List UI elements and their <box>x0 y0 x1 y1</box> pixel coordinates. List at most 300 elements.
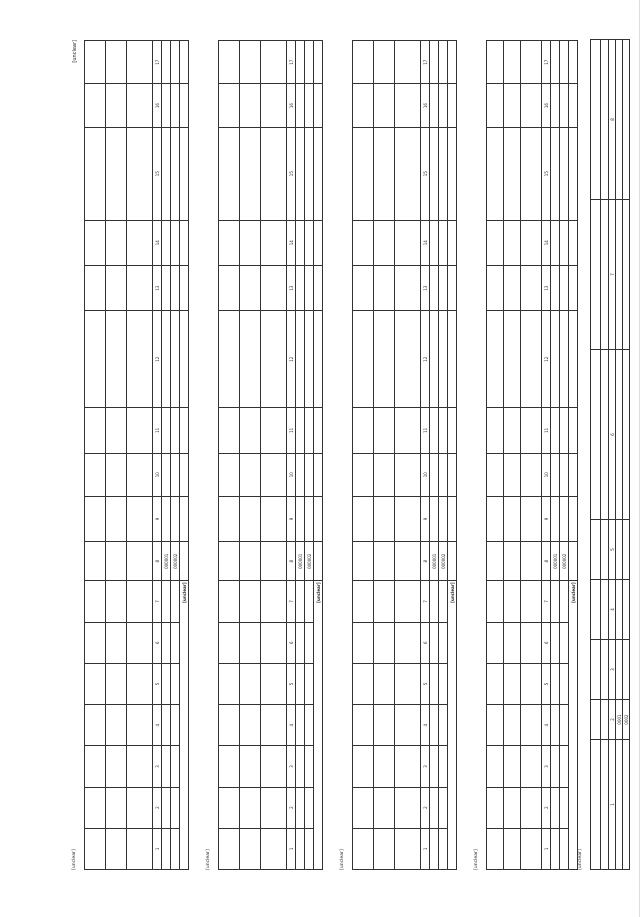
data-cell[interactable] <box>305 622 314 663</box>
data-cell[interactable] <box>305 746 314 787</box>
data-cell[interactable] <box>551 663 560 704</box>
header-cell <box>591 700 601 740</box>
data-cell[interactable] <box>623 200 630 350</box>
data-cell[interactable] <box>296 84 305 127</box>
header-cell <box>504 496 521 541</box>
data-cell[interactable] <box>162 408 171 453</box>
data-cell[interactable] <box>171 127 180 220</box>
header-cell <box>261 787 287 828</box>
data-cell[interactable] <box>305 581 314 622</box>
total-cell[interactable] <box>569 408 578 453</box>
total-cell[interactable] <box>180 496 189 541</box>
row-code: 000002 <box>305 542 314 581</box>
total-cell[interactable] <box>569 84 578 127</box>
header-cell <box>127 581 153 622</box>
header-cell <box>106 220 127 265</box>
column-number: 8 <box>287 542 296 581</box>
data-cell[interactable] <box>616 40 623 200</box>
data-cell[interactable] <box>162 453 171 496</box>
column-number: 3 <box>542 746 551 787</box>
column-number: 17 <box>153 41 162 84</box>
data-cell[interactable] <box>616 640 623 700</box>
header-cell <box>261 705 287 746</box>
column-number: 3 <box>287 746 296 787</box>
data-cell[interactable] <box>171 311 180 408</box>
data-cell[interactable] <box>560 265 569 310</box>
data-cell[interactable] <box>296 828 305 869</box>
data-cell[interactable] <box>305 127 314 220</box>
header-cell <box>106 828 127 869</box>
header-cell <box>504 663 521 704</box>
data-cell[interactable] <box>551 408 560 453</box>
data-cell[interactable] <box>623 640 630 700</box>
data-cell[interactable] <box>296 705 305 746</box>
header-cell <box>240 542 261 581</box>
header-cell <box>504 453 521 496</box>
data-cell[interactable] <box>171 220 180 265</box>
data-cell[interactable] <box>305 496 314 541</box>
header-cell <box>127 453 153 496</box>
total-cell[interactable] <box>314 127 323 220</box>
column-number: 9 <box>153 496 162 541</box>
header-cell <box>395 581 421 622</box>
header-cell <box>521 622 542 663</box>
column-number: 14 <box>421 220 430 265</box>
column-number: 10 <box>542 453 551 496</box>
data-cell[interactable] <box>616 740 623 870</box>
data-cell[interactable] <box>439 311 448 408</box>
data-cell[interactable] <box>560 41 569 84</box>
data-cell[interactable] <box>162 220 171 265</box>
header-cell <box>395 496 421 541</box>
data-cell[interactable] <box>439 220 448 265</box>
data-cell[interactable] <box>551 581 560 622</box>
total-cell[interactable] <box>569 453 578 496</box>
header-cell <box>395 265 421 310</box>
data-cell[interactable] <box>171 828 180 869</box>
header-cell <box>85 84 106 127</box>
header-cell <box>395 453 421 496</box>
header-cell <box>219 496 240 541</box>
data-cell[interactable] <box>430 787 439 828</box>
column-number: 3 <box>153 746 162 787</box>
data-cell[interactable] <box>616 520 623 580</box>
data-cell[interactable] <box>439 622 448 663</box>
header-cell <box>85 663 106 704</box>
data-cell[interactable] <box>439 746 448 787</box>
data-cell[interactable] <box>551 220 560 265</box>
header-cell <box>240 127 261 220</box>
data-cell[interactable] <box>305 705 314 746</box>
header-cell <box>353 127 374 220</box>
column-number: 4 <box>609 580 616 640</box>
data-cell[interactable] <box>305 828 314 869</box>
header-cell <box>219 127 240 220</box>
data-cell[interactable] <box>171 581 180 622</box>
column-number: 13 <box>153 265 162 310</box>
header-cell <box>219 311 240 408</box>
data-cell[interactable] <box>551 828 560 869</box>
total-cell[interactable] <box>180 127 189 220</box>
column-number: 4 <box>287 705 296 746</box>
total-cell[interactable] <box>180 220 189 265</box>
row-code: 000002 <box>560 542 569 581</box>
data-cell[interactable] <box>296 408 305 453</box>
data-cell[interactable] <box>439 663 448 704</box>
data-cell[interactable] <box>439 828 448 869</box>
total-code <box>180 542 189 581</box>
header-cell <box>487 453 504 496</box>
header-cell <box>521 408 542 453</box>
total-cell[interactable] <box>448 127 457 220</box>
row-code: 0001 <box>616 700 623 740</box>
data-cell[interactable] <box>171 408 180 453</box>
total-cell[interactable] <box>448 311 457 408</box>
data-cell[interactable] <box>623 740 630 870</box>
header-cell <box>395 746 421 787</box>
data-cell[interactable] <box>551 127 560 220</box>
data-cell[interactable] <box>162 84 171 127</box>
header-cell <box>504 41 521 84</box>
data-cell[interactable] <box>430 265 439 310</box>
header-cell <box>240 663 261 704</box>
header-cell <box>374 581 395 622</box>
data-cell[interactable] <box>430 127 439 220</box>
data-cell[interactable] <box>430 496 439 541</box>
total-cell[interactable] <box>314 84 323 127</box>
header-cell <box>521 127 542 220</box>
data-cell[interactable] <box>296 220 305 265</box>
header-cell <box>395 622 421 663</box>
data-cell[interactable] <box>171 41 180 84</box>
total-cell[interactable] <box>314 453 323 496</box>
column-number: 1 <box>287 828 296 869</box>
total-cell[interactable] <box>448 265 457 310</box>
data-cell[interactable] <box>171 705 180 746</box>
row-code: 000002 <box>439 542 448 581</box>
data-cell[interactable] <box>430 408 439 453</box>
data-cell[interactable] <box>560 453 569 496</box>
data-cell[interactable] <box>305 453 314 496</box>
header-cell <box>591 520 601 580</box>
data-cell[interactable] <box>623 520 630 580</box>
data-cell[interactable] <box>439 41 448 84</box>
header-cell <box>353 453 374 496</box>
data-cell[interactable] <box>296 581 305 622</box>
header-cell <box>521 84 542 127</box>
data-cell[interactable] <box>296 622 305 663</box>
header-cell <box>240 220 261 265</box>
data-cell[interactable] <box>430 663 439 704</box>
header-cell <box>521 828 542 869</box>
header-cell <box>106 408 127 453</box>
column-number: 7 <box>609 200 616 350</box>
data-cell[interactable] <box>162 746 171 787</box>
header-cell <box>504 746 521 787</box>
data-cell[interactable] <box>430 41 439 84</box>
header-cell <box>504 542 521 581</box>
total-cell[interactable] <box>448 453 457 496</box>
header-cell <box>374 220 395 265</box>
data-cell[interactable] <box>560 705 569 746</box>
header-cell <box>106 622 127 663</box>
total-cell[interactable] <box>448 496 457 541</box>
header-cell <box>219 746 240 787</box>
data-cell[interactable] <box>439 787 448 828</box>
data-cell[interactable] <box>430 84 439 127</box>
column-number: 5 <box>153 663 162 704</box>
data-cell[interactable] <box>171 746 180 787</box>
data-cell[interactable] <box>162 581 171 622</box>
total-cell[interactable] <box>314 496 323 541</box>
data-cell[interactable] <box>296 41 305 84</box>
total-cell[interactable] <box>569 265 578 310</box>
data-cell[interactable] <box>623 580 630 640</box>
data-cell[interactable] <box>171 496 180 541</box>
data-cell[interactable] <box>430 453 439 496</box>
total-cell[interactable] <box>448 84 457 127</box>
column-number: 6 <box>153 622 162 663</box>
header-cell <box>106 746 127 787</box>
total-cell[interactable] <box>569 496 578 541</box>
data-cell[interactable] <box>551 746 560 787</box>
data-cell[interactable] <box>616 580 623 640</box>
data-cell[interactable] <box>551 787 560 828</box>
column-number: 16 <box>542 84 551 127</box>
header-cell <box>601 40 609 200</box>
header-cell <box>127 265 153 310</box>
data-cell[interactable] <box>162 265 171 310</box>
data-cell[interactable] <box>430 220 439 265</box>
data-cell[interactable] <box>560 581 569 622</box>
data-cell[interactable] <box>560 496 569 541</box>
data-cell[interactable] <box>171 265 180 310</box>
data-cell[interactable] <box>305 408 314 453</box>
total-cell[interactable] <box>314 408 323 453</box>
total-cell[interactable] <box>448 408 457 453</box>
total-cell[interactable] <box>180 41 189 84</box>
header-cell <box>591 200 601 350</box>
header-cell <box>591 640 601 700</box>
data-cell[interactable] <box>560 787 569 828</box>
data-cell[interactable] <box>296 496 305 541</box>
header-cell <box>85 408 106 453</box>
header-cell <box>353 41 374 84</box>
data-cell[interactable] <box>305 265 314 310</box>
header-cell <box>487 663 504 704</box>
data-cell[interactable] <box>162 127 171 220</box>
data-cell[interactable] <box>551 622 560 663</box>
data-cell[interactable] <box>305 787 314 828</box>
total-cell[interactable] <box>569 41 578 84</box>
section-title: [unclear] <box>206 849 211 870</box>
header-cell <box>261 622 287 663</box>
column-number: 17 <box>421 41 430 84</box>
data-cell[interactable] <box>162 622 171 663</box>
header-cell <box>487 265 504 310</box>
data-cell[interactable] <box>296 453 305 496</box>
data-cell[interactable] <box>439 453 448 496</box>
total-cell[interactable] <box>569 220 578 265</box>
header-cell <box>521 453 542 496</box>
total-cell[interactable] <box>180 408 189 453</box>
data-cell[interactable] <box>296 787 305 828</box>
data-cell[interactable] <box>551 453 560 496</box>
header-cell <box>240 746 261 787</box>
data-cell[interactable] <box>305 663 314 704</box>
data-cell[interactable] <box>551 265 560 310</box>
header-cell <box>353 787 374 828</box>
total-cell[interactable] <box>448 41 457 84</box>
data-cell[interactable] <box>560 127 569 220</box>
header-cell <box>106 311 127 408</box>
data-cell[interactable] <box>171 453 180 496</box>
header-cell <box>261 220 287 265</box>
data-cell[interactable] <box>430 581 439 622</box>
data-cell[interactable] <box>305 311 314 408</box>
header-cell <box>127 41 153 84</box>
data-cell[interactable] <box>439 581 448 622</box>
header-cell <box>353 265 374 310</box>
data-cell[interactable] <box>560 828 569 869</box>
total-cell[interactable] <box>314 265 323 310</box>
column-number: 9 <box>421 496 430 541</box>
data-cell[interactable] <box>171 663 180 704</box>
data-cell[interactable] <box>551 41 560 84</box>
header-cell <box>521 746 542 787</box>
header-cell <box>219 663 240 704</box>
column-number: 5 <box>542 663 551 704</box>
column-number: 6 <box>421 622 430 663</box>
header-cell <box>240 408 261 453</box>
data-cell[interactable] <box>560 746 569 787</box>
header-cell <box>591 40 601 200</box>
data-cell[interactable] <box>551 311 560 408</box>
column-number: 8 <box>609 40 616 200</box>
column-number: 13 <box>421 265 430 310</box>
data-cell[interactable] <box>560 408 569 453</box>
total-cell[interactable] <box>314 41 323 84</box>
data-cell[interactable] <box>551 84 560 127</box>
data-cell[interactable] <box>560 663 569 704</box>
data-cell[interactable] <box>430 828 439 869</box>
data-cell[interactable] <box>296 663 305 704</box>
header-cell <box>261 453 287 496</box>
data-cell[interactable] <box>439 265 448 310</box>
header-cell <box>127 746 153 787</box>
total-cell[interactable] <box>569 127 578 220</box>
header-cell <box>261 41 287 84</box>
data-cell[interactable] <box>439 705 448 746</box>
column-number: 3 <box>609 640 616 700</box>
header-cell <box>219 84 240 127</box>
header-cell <box>395 220 421 265</box>
data-cell[interactable] <box>305 220 314 265</box>
row-code: 000001 <box>430 542 439 581</box>
data-cell[interactable] <box>171 84 180 127</box>
data-cell[interactable] <box>296 746 305 787</box>
header-cell <box>521 663 542 704</box>
header-cell <box>353 705 374 746</box>
form-table <box>84 40 189 870</box>
header-cell <box>219 408 240 453</box>
header-cell <box>374 622 395 663</box>
data-cell[interactable] <box>560 220 569 265</box>
data-cell[interactable] <box>162 311 171 408</box>
data-cell[interactable] <box>616 200 623 350</box>
header-cell <box>521 787 542 828</box>
data-cell[interactable] <box>551 496 560 541</box>
header-cell <box>261 542 287 581</box>
data-cell[interactable] <box>162 705 171 746</box>
total-cell[interactable] <box>180 311 189 408</box>
data-cell[interactable] <box>551 705 560 746</box>
data-cell[interactable] <box>171 622 180 663</box>
data-cell[interactable] <box>560 311 569 408</box>
header-cell <box>504 705 521 746</box>
data-cell[interactable] <box>430 311 439 408</box>
data-cell[interactable] <box>430 622 439 663</box>
header-cell <box>261 828 287 869</box>
data-cell[interactable] <box>439 408 448 453</box>
column-number: 14 <box>153 220 162 265</box>
data-cell[interactable] <box>296 265 305 310</box>
data-cell[interactable] <box>162 787 171 828</box>
header-cell <box>504 265 521 310</box>
data-cell[interactable] <box>430 746 439 787</box>
total-cell[interactable] <box>569 311 578 408</box>
data-cell[interactable] <box>560 84 569 127</box>
data-cell[interactable] <box>162 41 171 84</box>
rotated-form <box>70 30 630 870</box>
data-cell[interactable] <box>560 622 569 663</box>
section-title: [unclear] <box>474 849 479 870</box>
data-cell[interactable] <box>439 84 448 127</box>
data-cell[interactable] <box>430 705 439 746</box>
data-cell[interactable] <box>296 311 305 408</box>
bottom-title: [unclear] <box>578 849 583 870</box>
data-cell[interactable] <box>162 663 171 704</box>
data-cell[interactable] <box>623 350 630 520</box>
header-cell <box>127 127 153 220</box>
data-cell[interactable] <box>439 496 448 541</box>
header-cell <box>395 311 421 408</box>
header-cell <box>601 640 609 700</box>
data-cell[interactable] <box>623 40 630 200</box>
total-cell[interactable] <box>180 453 189 496</box>
total-cell[interactable] <box>314 220 323 265</box>
header-cell <box>353 84 374 127</box>
data-cell[interactable] <box>305 41 314 84</box>
total-cell[interactable] <box>180 265 189 310</box>
data-cell[interactable] <box>305 84 314 127</box>
header-cell <box>504 311 521 408</box>
data-cell[interactable] <box>171 787 180 828</box>
header-cell <box>240 787 261 828</box>
data-cell[interactable] <box>162 496 171 541</box>
header-cell <box>240 41 261 84</box>
total-cell[interactable] <box>180 84 189 127</box>
data-cell[interactable] <box>616 350 623 520</box>
header-cell <box>487 622 504 663</box>
data-cell[interactable] <box>162 828 171 869</box>
total-cell[interactable] <box>314 311 323 408</box>
header-cell <box>487 542 504 581</box>
header-cell <box>591 350 601 520</box>
data-cell[interactable] <box>439 127 448 220</box>
total-cell[interactable] <box>448 220 457 265</box>
data-cell[interactable] <box>296 127 305 220</box>
